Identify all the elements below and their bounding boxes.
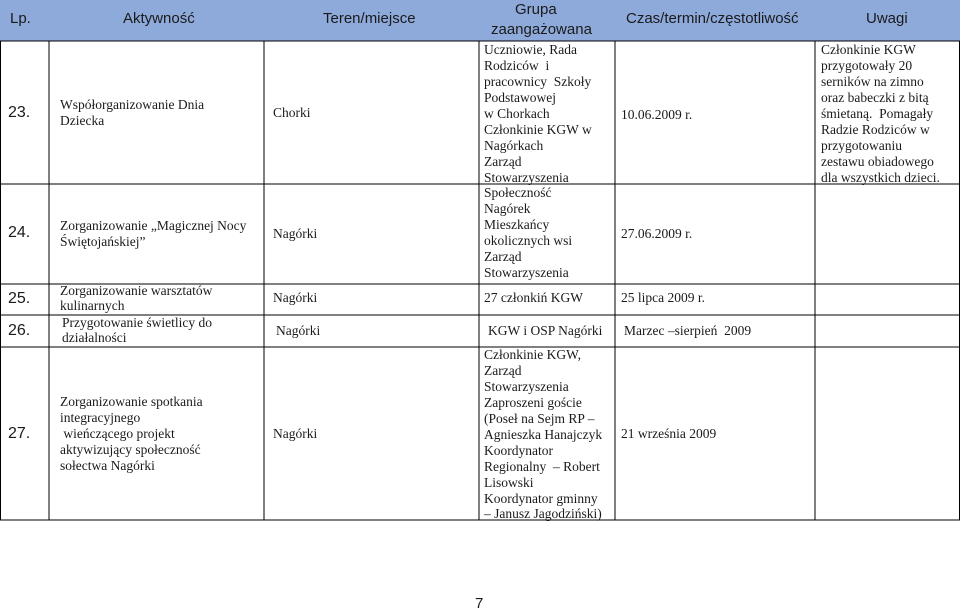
group-text: Stowarzyszenia xyxy=(484,265,569,280)
notes-text: przygotowaniu xyxy=(821,138,902,153)
place-text: Nagórki xyxy=(273,226,318,241)
row-number: 24. xyxy=(8,224,31,241)
group-text: Podstawowej xyxy=(484,90,556,105)
group-text: Mieszkańcy xyxy=(484,217,550,232)
group-text: Zaproszeni goście xyxy=(484,395,582,410)
notes-text: zestawu obiadowego xyxy=(821,154,934,169)
notes-text: Członkinie KGW xyxy=(821,42,916,57)
place-text: Chorki xyxy=(273,105,311,120)
group-text: Lisowski xyxy=(484,475,534,490)
header-notes: Uwagi xyxy=(866,10,908,27)
row-number: 23. xyxy=(8,104,31,121)
activity-text: kulinarnych xyxy=(60,298,125,313)
activity-text: aktywizujący społeczność xyxy=(60,442,201,457)
place-text: Nagórki xyxy=(276,323,321,338)
row-number: 27. xyxy=(8,425,31,442)
notes-text: dla wszystkich dzieci. xyxy=(821,170,940,185)
group-text: Agnieszka Hanajczyk xyxy=(484,427,603,442)
row-number: 25. xyxy=(8,290,31,307)
time-text: 27.06.2009 r. xyxy=(621,226,693,241)
activity-text: sołectwa Nagórki xyxy=(60,458,155,473)
activity-text: Przygotowanie świetlicy do xyxy=(62,315,212,330)
place-text: Nagórki xyxy=(273,426,318,441)
header-lp: Lp. xyxy=(10,10,31,27)
group-text: Regionalny – Robert xyxy=(484,459,600,474)
group-text: Koordynator gminny xyxy=(484,491,598,506)
notes-text: serników na zimno xyxy=(821,74,924,89)
notes-text: przygotowały 20 xyxy=(821,58,913,73)
activity-text: Współorganizowanie Dnia xyxy=(60,97,205,112)
time-text: Marzec –sierpień 2009 xyxy=(624,323,752,338)
activity-text: integracyjnego xyxy=(60,410,141,425)
time-text: 25 lipca 2009 r. xyxy=(621,290,705,305)
activity-text: Dziecka xyxy=(60,113,105,128)
header-activity: Aktywność xyxy=(123,10,195,27)
group-text: – Janusz Jagodziński) xyxy=(484,506,602,521)
group-text: w Chorkach xyxy=(484,106,550,121)
group-text: Zarząd xyxy=(484,154,522,169)
group-text: Uczniowie, Rada xyxy=(484,42,577,57)
group-text: Koordynator xyxy=(484,443,553,458)
group-text: Zarząd xyxy=(484,363,522,378)
activity-text: Zorganizowanie spotkania xyxy=(60,394,203,409)
group-text: Członkinie KGW w xyxy=(484,122,592,137)
activity-text: Zorganizowanie warsztatów xyxy=(60,283,213,298)
group-text: Nagórek xyxy=(484,201,531,216)
header-group-line1: Grupa xyxy=(515,1,557,18)
header-place: Teren/miejsce xyxy=(323,10,416,27)
group-text: (Poseł na Sejm RP – xyxy=(484,411,595,426)
group-text: KGW i OSP Nagórki xyxy=(488,323,603,338)
activity-text: Świętojańskiej” xyxy=(60,234,146,249)
group-text: Stowarzyszenia xyxy=(484,170,569,185)
group-text: Stowarzyszenia xyxy=(484,379,569,394)
group-text: Członkinie KGW, xyxy=(484,347,581,362)
group-text: pracownicy Szkoły xyxy=(484,74,592,89)
header-time: Czas/termin/częstotliwość xyxy=(626,10,799,27)
page-number: 7 xyxy=(475,595,484,612)
group-text: okolicznych wsi xyxy=(484,233,573,248)
notes-text: śmietaną. Pomagały xyxy=(821,106,934,121)
group-text: Zarząd xyxy=(484,249,522,264)
activity-text: działalności xyxy=(62,330,127,345)
notes-text: Radzie Rodziców w xyxy=(821,122,930,137)
group-text: Społeczność xyxy=(484,185,552,200)
row-number: 26. xyxy=(8,322,31,339)
time-text: 21 września 2009 xyxy=(621,426,717,441)
header-group-line2: zaangażowana xyxy=(491,21,592,38)
activity-text: wieńczącego projekt xyxy=(60,426,175,441)
time-text: 10.06.2009 r. xyxy=(621,107,693,122)
group-text: Nagórkach xyxy=(484,138,544,153)
group-text: 27 członkiń KGW xyxy=(484,290,583,305)
activity-text: Zorganizowanie „Magicznej Nocy xyxy=(60,218,247,233)
notes-text: oraz babeczki z bitą xyxy=(821,90,929,105)
group-text: Rodziców i xyxy=(484,58,550,73)
place-text: Nagórki xyxy=(273,290,318,305)
